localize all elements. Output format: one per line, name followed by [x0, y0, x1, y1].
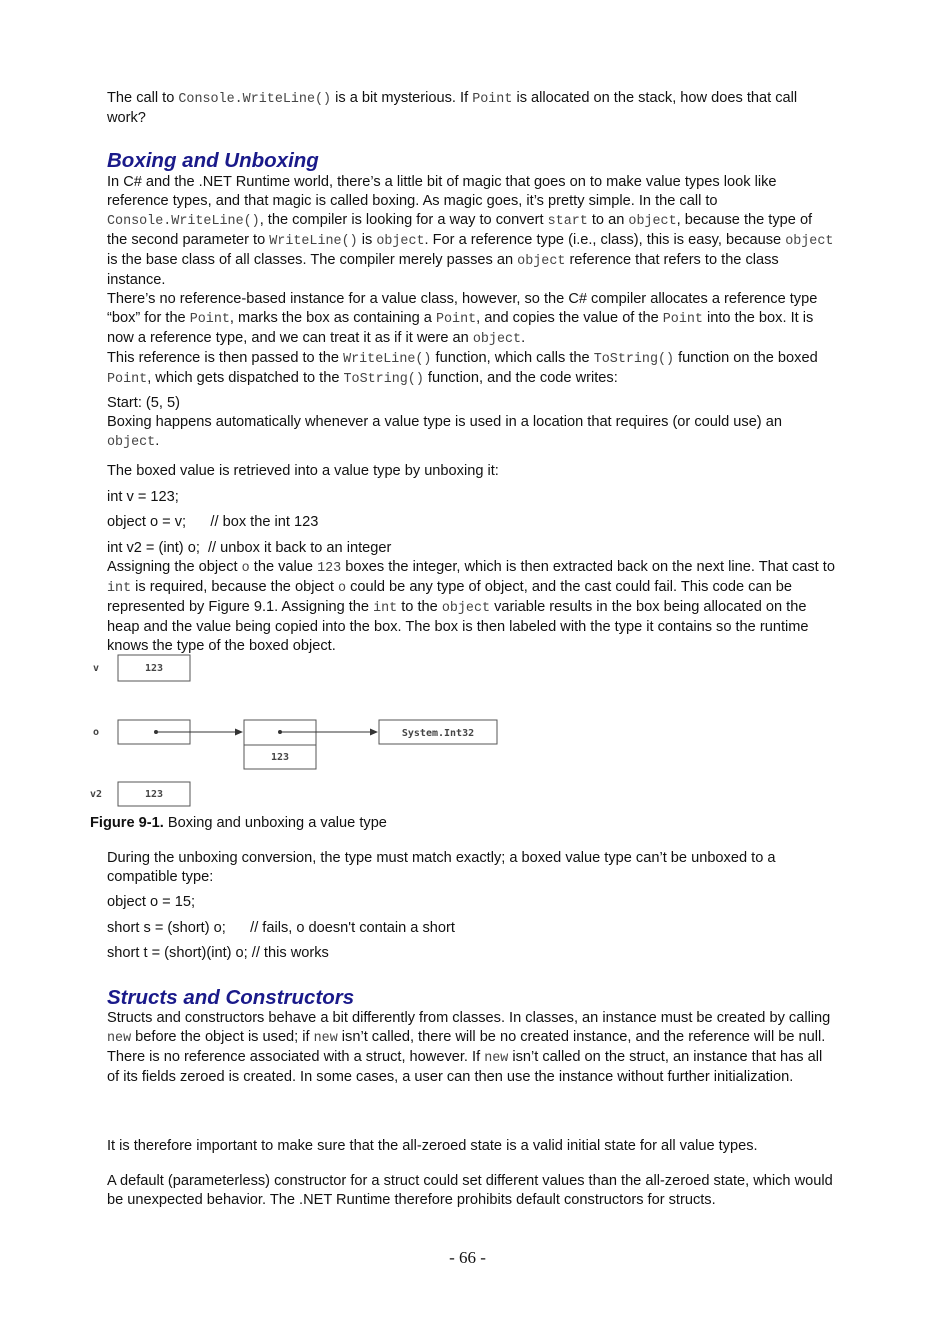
- boxing-body: [107, 173, 835, 452]
- code-line-2: object o = v; // box the int 123: [107, 514, 319, 530]
- structs-body: [107, 1009, 835, 1087]
- type-label: System.Int32: [401, 728, 475, 739]
- unbox-code-line-1: object o = 15;: [107, 894, 196, 910]
- program-output: Start: (5, 5): [107, 395, 180, 411]
- label-o: o: [93, 727, 100, 738]
- code-line-1: int v = 123;: [107, 489, 179, 505]
- intro-paragraph: The call to Console.WriteLine() is a bit mysterious. If Point is allocated on the stack, how does that call work?: [107, 90, 798, 126]
- figure-caption: Figure 9-1. Boxing and unboxing a value type: [90, 815, 387, 831]
- structs-paragraph-1: Structs and constructors behave a bit differently from classes. In classes, an instance must be created by calling new before the object is used; if new isn’t called, there will be no created instance, and the reference will be null.: [107, 1010, 831, 1046]
- section-heading-structs: Structs and Constructors: [107, 986, 355, 1009]
- unboxing-intro: The boxed value is retrieved into a value type by unboxing it:: [107, 463, 499, 479]
- page-number: - 66 -: [449, 1248, 486, 1267]
- structs-paragraph-3: It is therefore important to make sure that the all-zeroed state is a valid initial state for all value types.: [107, 1138, 758, 1154]
- structs-paragraph-2: There is no reference associated with a struct, however. If new isn’t called on the struct, an instance that has all of its fields zeroed is created. In some cases, a user can then use the instance without further initialization.: [107, 1049, 823, 1085]
- boxing-paragraph-6: Assigning the object o the value 123 boxes the integer, which is then extracted back on the next line. That cast to int is required, because the object o could be any type of object, and the cast could fail. This code can be represented by Figure 9.1. Assigning the int to the object variable results in the box being allocated on the heap and the value being copied into the box. The box is then labeled with the type it contains so the runtime knows the type of the boxed object.: [107, 559, 835, 654]
- label-v2: v2: [90, 789, 103, 800]
- structs-paragraph-4: A default (parameterless) constructor for a struct could set different values than the all-zeroed state, which would be unexpected behavior. The .NET Runtime therefore prohibits default constructors for structs.: [107, 1173, 833, 1208]
- figure-boxing-diagram: [85, 650, 525, 815]
- code-line-3: int v2 = (int) o; // unbox it back to an integer: [107, 540, 392, 556]
- boxing-paragraph-2: There’s no reference-based instance for a value class, however, so the C# compiler allocates a reference type “box” for the Point, marks the box as containing a Point, and copies the value of the Point into the box. It is now a reference type, and we can treat it as if it were an object.: [107, 291, 818, 347]
- section-heading-boxing: Boxing and Unboxing: [107, 149, 319, 172]
- v-value: 123: [144, 663, 164, 674]
- boxing-paragraph-3: This reference is then passed to the WriteLine() function, which calls the ToString() function on the boxed Point, which gets dispatched to the ToString() function, and the code writes:: [107, 350, 818, 387]
- unbox-code-line-2: short s = (short) o; // fails, o doesn't contain a short: [107, 920, 455, 936]
- v2-value: 123: [144, 789, 164, 800]
- boxing-paragraph-1: In C# and the .NET Runtime world, there’s a little bit of magic that goes on to make value types look like reference types, and that magic is called boxing. As magic goes, it’s pretty simple. In the call to Console.WriteLine(), the compiler is looking for a way to convert start to an object, because the type of the second parameter to WriteLine() is object. For a reference type (i.e., class), this is easy, because object is the base class of all classes. The compiler merely passes an object reference that refers to the class instance.: [107, 174, 834, 288]
- heap-box-value-text: 123: [270, 752, 290, 763]
- boxing-paragraph-4: Boxing happens automatically whenever a value type is used in a location that requires (or could use) an object.: [107, 414, 782, 450]
- label-v: v: [93, 663, 100, 674]
- unboxing-paragraph: During the unboxing conversion, the type must match exactly; a boxed value type can’t be unboxed to a compatible type:: [107, 850, 776, 885]
- unbox-code-line-3: short t = (short)(int) o; // this works: [107, 945, 329, 961]
